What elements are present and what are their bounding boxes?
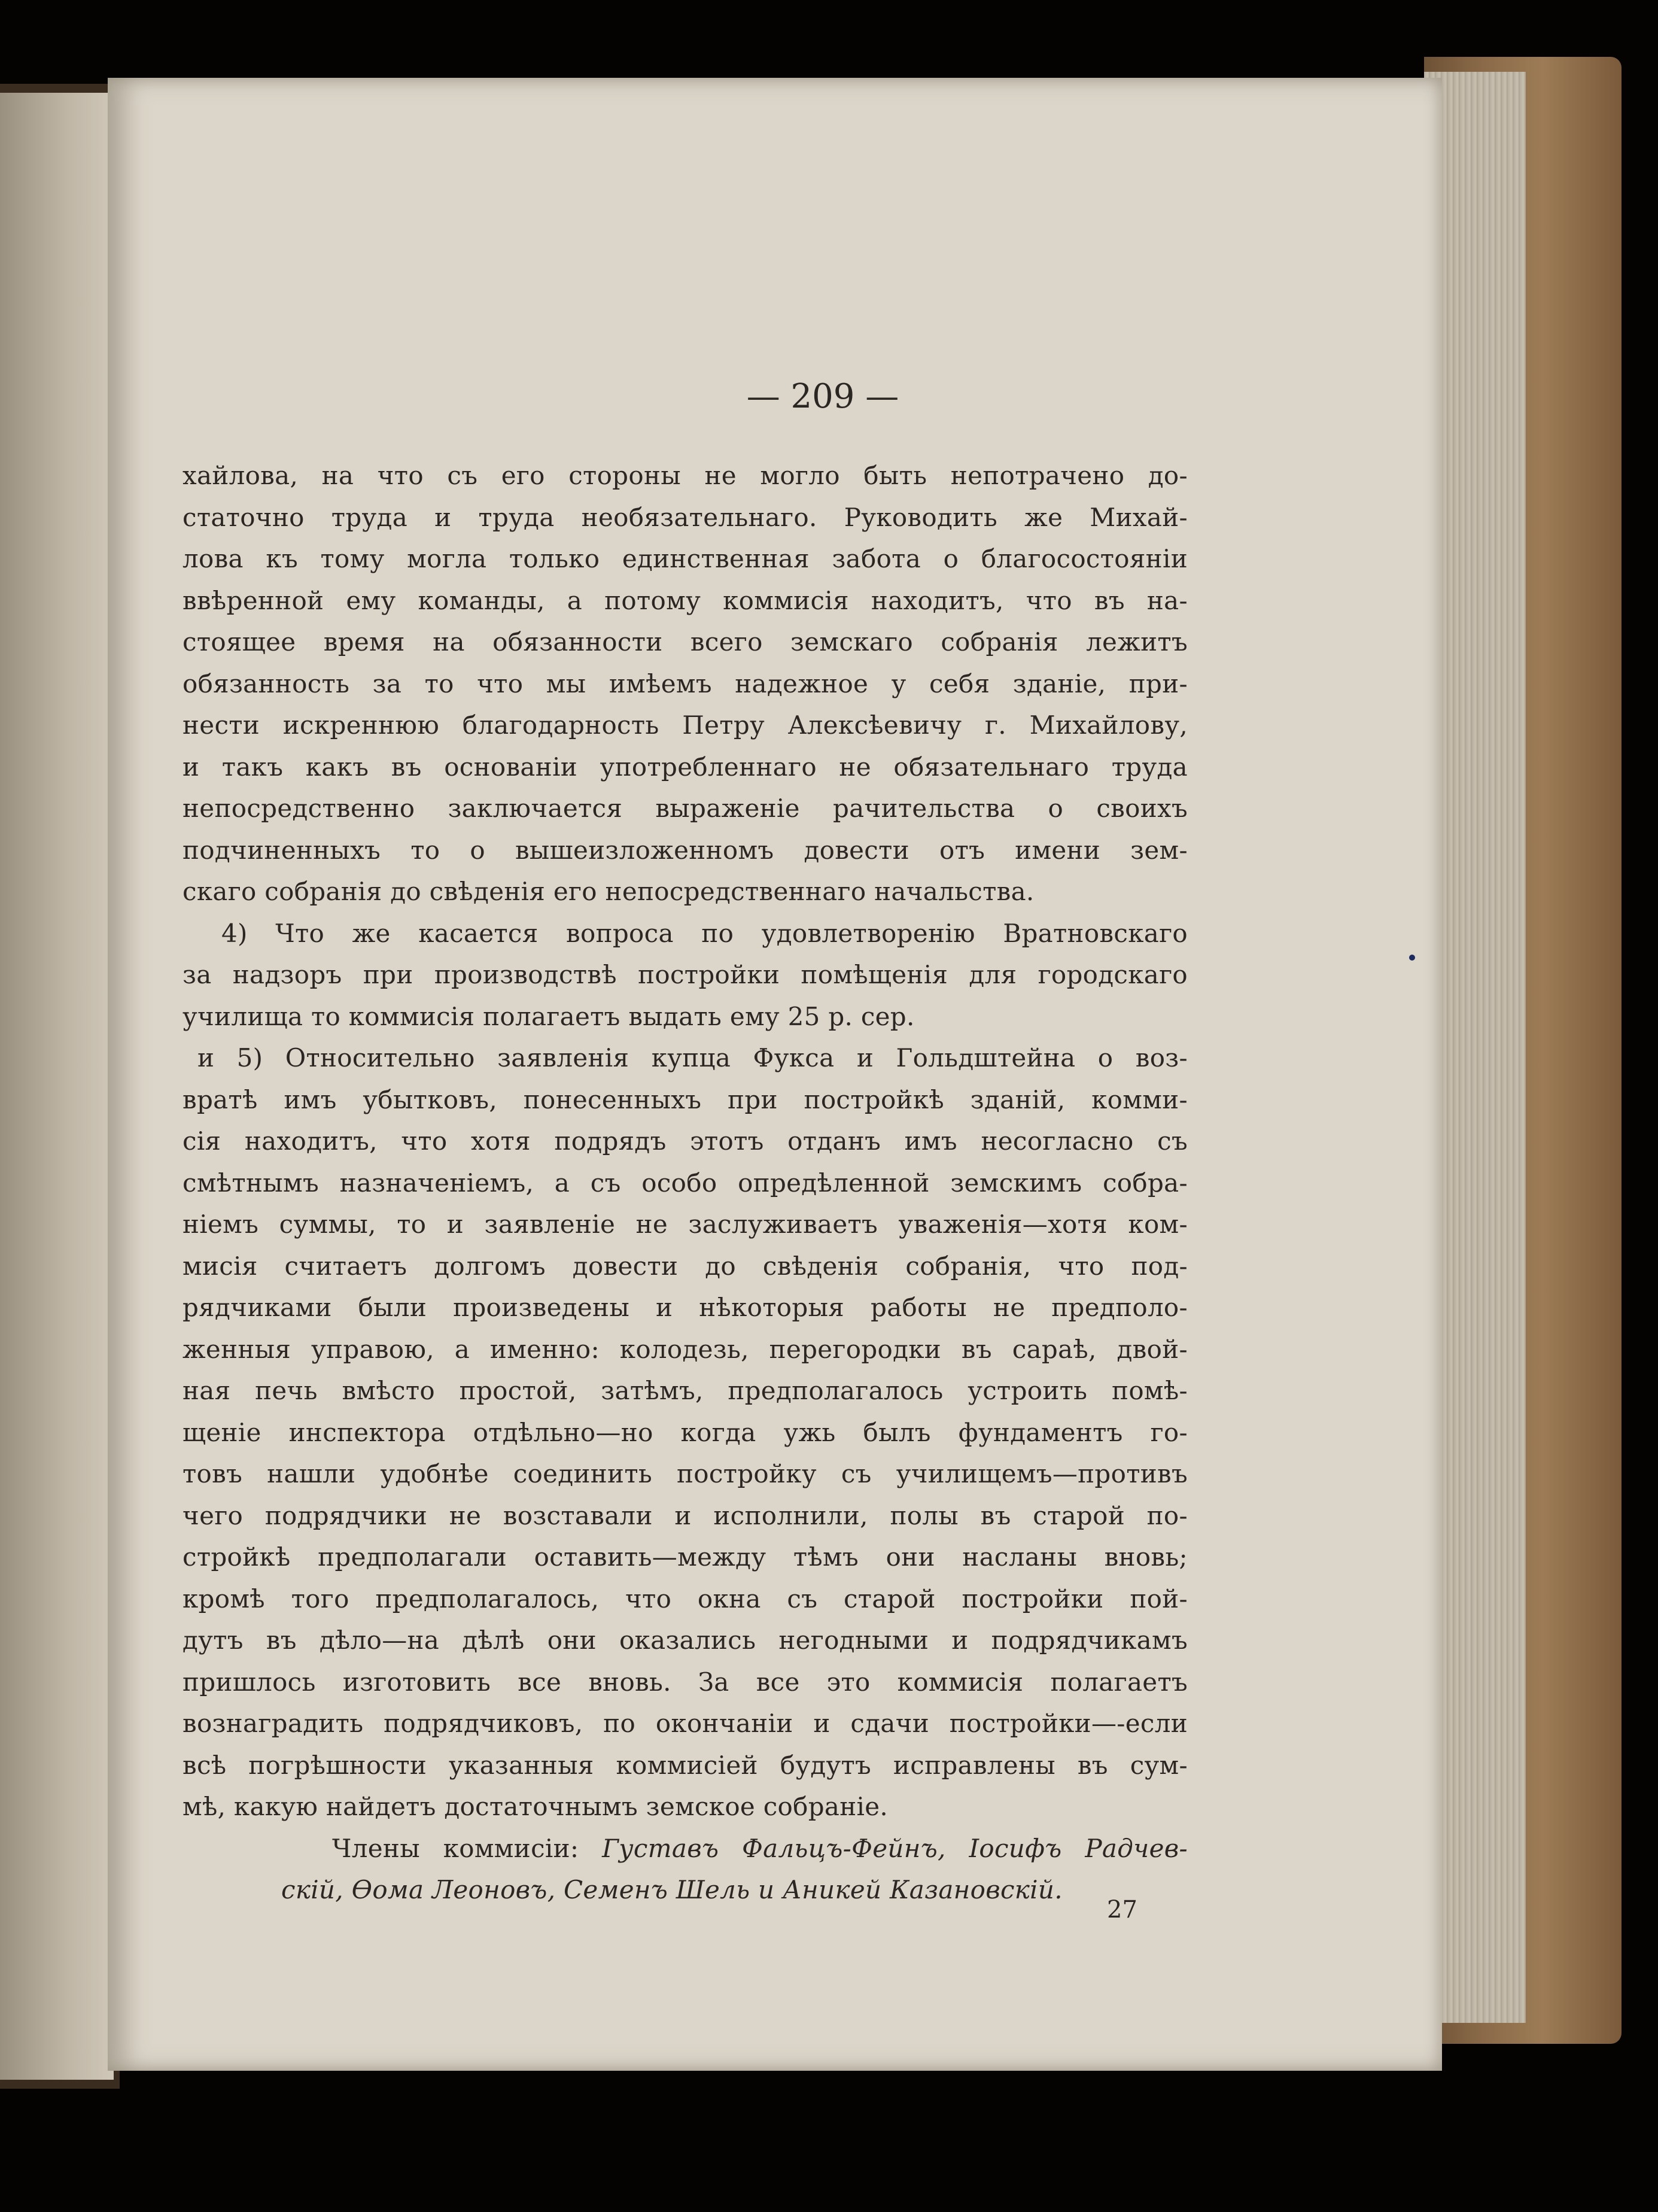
- text-line: стройкѣ предполагали оставить—между тѣмъ они насланы вновь;: [182, 1542, 1188, 1572]
- text-line: непосредственно заключается выраженіе рачительства о своихъ: [182, 794, 1188, 823]
- book-page: [108, 78, 1442, 2071]
- signature-line: скій, Ѳома Леоновъ, Семенъ Шель и Аникей Казановскій.: [281, 1875, 1063, 1904]
- text-line: рядчиками были произведены и нѣкоторыя работы не предполо-: [182, 1293, 1188, 1322]
- text-line: мѣ, какую найдетъ достаточнымъ земское собраніе.: [182, 1792, 889, 1821]
- text-line: скаго собранія до свѣденія его непосредственнаго начальства.: [182, 877, 1035, 906]
- text-line: ввѣренной ему команды, а потому коммисія находитъ, что въ на-: [182, 585, 1188, 615]
- text-line: чего подрядчики не возставали и исполнили, полы въ старой по-: [182, 1500, 1188, 1530]
- text-line: 4) Что же касается вопроса по удовлетворенію Вратновскаго: [221, 918, 1188, 948]
- text-line: всѣ погрѣшности указанныя коммисіей будутъ исправлены въ сум-: [182, 1750, 1188, 1780]
- text-line: училища то коммисія полагаетъ выдать ему 25 р. сер.: [182, 1001, 915, 1031]
- text-line: ная печь вмѣсто простой, затѣмъ, предполагалось устроить помѣ-: [182, 1376, 1188, 1405]
- page-number: — 209 —: [746, 377, 899, 416]
- text-line: щеніе инспектора отдѣльно—но когда ужь былъ фундаментъ го-: [182, 1417, 1188, 1447]
- text-line: хайлова, на что съ его стороны не могло быть непотрачено до-: [182, 461, 1188, 490]
- text-line: лова къ тому могла только единственная забота о благосостояніи: [182, 544, 1188, 573]
- text-line: сія находитъ, что хотя подрядъ этотъ отданъ имъ несогласно съ: [182, 1126, 1188, 1156]
- text-line: вознаградить подрядчиковъ, по окончаніи и сдачи постройки—-если: [182, 1709, 1188, 1738]
- text-line: вратѣ имъ убытковъ, понесенныхъ при постройкѣ зданій, комми-: [182, 1084, 1188, 1114]
- text-line: стоящее время на обязанности всего земскаго собранія лежитъ: [182, 627, 1188, 657]
- ink-dot: [1409, 955, 1415, 961]
- text-line: и такъ какъ въ основаніи употребленнаго не обязательнаго труда: [182, 752, 1188, 782]
- signature-mark: 27: [1107, 1896, 1137, 1924]
- text-line: подчиненныхъ то о вышеизложенномъ довести отъ имени зем-: [182, 835, 1188, 865]
- text-line: ніемъ суммы, то и заявленіе не заслуживаетъ уваженія—хотя ком-: [182, 1210, 1188, 1239]
- text-line: нести искреннюю благодарность Петру Алексѣевичу г. Михайлову,: [182, 710, 1188, 740]
- text-line: женныя управою, а именно: колодезь, перегородки въ сараѣ, двой-: [182, 1334, 1188, 1364]
- text-line: за надзоръ при производствѣ постройки помѣщенія для городскаго: [182, 960, 1188, 989]
- signature-label: Члены коммисіи:: [332, 1833, 603, 1863]
- text-line: обязанность за то что мы имѣемъ надежное у себя зданіе, при-: [182, 669, 1188, 698]
- text-line: товъ нашли удобнѣе соединить постройку съ училищемъ—противъ: [182, 1459, 1188, 1488]
- page-body: [182, 455, 1188, 1911]
- text-line: кромѣ того предполагалось, что окна съ старой постройки пой-: [182, 1584, 1188, 1614]
- text-line: статочно труда и труда необязательнаго. Руководить же Михай-: [182, 502, 1188, 532]
- signature-line: [182, 1828, 1188, 1870]
- left-page-edge: [0, 93, 114, 2080]
- text-line: и 5) Относительно заявленія купца Фукса и Гольдштейна о воз-: [197, 1043, 1188, 1072]
- text-line: пришлось изготовить все вновь. За все это коммисія полагаетъ: [182, 1667, 1188, 1697]
- signature-names: Густавъ Фальцъ-Фейнъ, Іосифъ Радчев-: [602, 1833, 1188, 1863]
- text-line: мисія считаетъ долгомъ довести до свѣденія собранія, что под-: [182, 1251, 1188, 1281]
- text-line: смѣтнымъ назначеніемъ, а съ особо опредѣленной земскимъ собра-: [182, 1168, 1188, 1198]
- text-line: дутъ въ дѣло—на дѣлѣ они оказались негодными и подрядчикамъ: [182, 1625, 1188, 1655]
